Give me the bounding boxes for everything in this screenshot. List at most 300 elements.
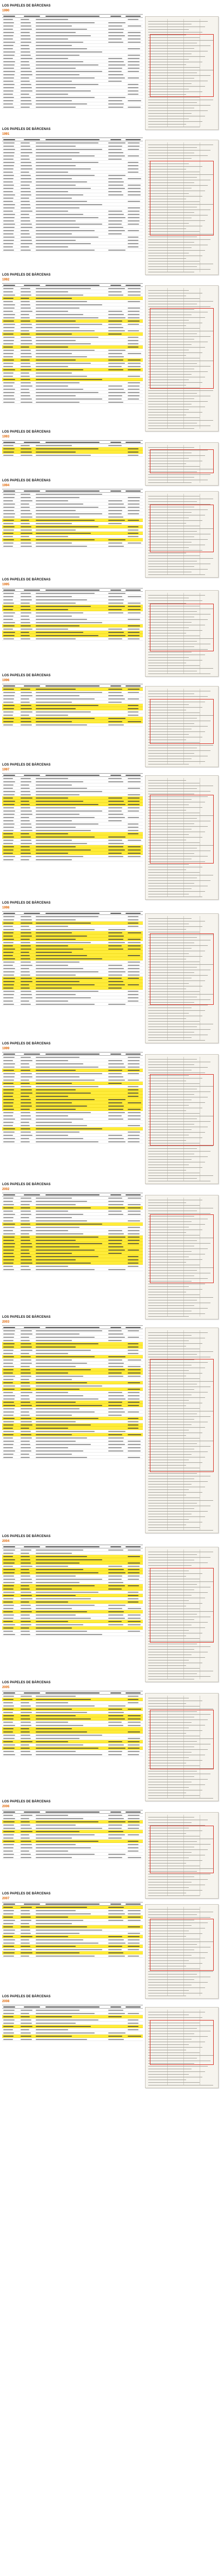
ledger-cell bbox=[108, 929, 126, 930]
section-title: LOS PAPELES DE BÁRCENAS bbox=[2, 128, 51, 131]
ledger-cell bbox=[36, 1067, 98, 1068]
scan-handwriting-line bbox=[148, 1202, 186, 1203]
ledger-cell bbox=[108, 175, 126, 176]
ledger-cell bbox=[21, 1834, 29, 1835]
ledger-cell bbox=[3, 1592, 15, 1593]
ledger-cell bbox=[36, 1083, 72, 1084]
ledger-cell bbox=[36, 246, 68, 247]
ledger-cell bbox=[3, 513, 15, 514]
ledger-cell bbox=[128, 1070, 140, 1071]
ledger-cell bbox=[128, 1060, 140, 1061]
ledger-cell bbox=[108, 1854, 126, 1855]
ledger-cell bbox=[36, 1454, 72, 1455]
section-title: LOS PAPELES DE BÁRCENAS bbox=[2, 4, 51, 8]
ledger-cell bbox=[3, 965, 13, 966]
ledger-cell bbox=[3, 1818, 15, 1819]
header-cell bbox=[24, 775, 40, 776]
ledger-cell bbox=[108, 1201, 124, 1202]
ledger-cell bbox=[21, 1246, 32, 1247]
ledger-cell bbox=[36, 1939, 83, 1940]
ledger-cell bbox=[108, 546, 124, 547]
ledger-cell bbox=[3, 207, 15, 208]
ledger-cell bbox=[21, 778, 31, 779]
section-year: 1997 bbox=[2, 768, 10, 772]
ledger-cell bbox=[108, 1624, 123, 1625]
ledger-cell bbox=[128, 840, 141, 841]
ledger-cell bbox=[108, 971, 126, 972]
ledger-cell bbox=[21, 1356, 31, 1357]
scanned-page-image bbox=[145, 1195, 219, 1319]
ledger-cell bbox=[128, 243, 139, 244]
ledger-cell bbox=[21, 1913, 30, 1914]
ledger-cell bbox=[108, 804, 126, 805]
ledger-cell bbox=[21, 1559, 30, 1560]
ledger-cell bbox=[36, 781, 83, 782]
ledger-cell bbox=[128, 1063, 140, 1064]
ledger-cell bbox=[128, 856, 141, 857]
ledger-cell bbox=[3, 220, 14, 221]
ledger-cell bbox=[3, 923, 14, 924]
ledger-cell bbox=[3, 1751, 14, 1752]
ledger-cell bbox=[36, 340, 76, 341]
ledger-cell bbox=[36, 718, 95, 719]
ledger-cell bbox=[128, 217, 140, 218]
ledger-cell bbox=[3, 1102, 14, 1103]
ledger-cell bbox=[128, 705, 139, 706]
ledger-cell bbox=[36, 526, 98, 527]
ledger-cell bbox=[3, 689, 14, 690]
ledger-cell bbox=[128, 945, 141, 946]
header-cell bbox=[110, 2006, 121, 2008]
ledger-cell bbox=[108, 398, 122, 400]
ledger-cell bbox=[128, 1741, 140, 1742]
ledger-cell bbox=[36, 1250, 95, 1251]
ledger-cell bbox=[108, 1333, 123, 1335]
ledger-cell bbox=[21, 1070, 30, 1071]
ledger-cell bbox=[3, 230, 14, 231]
ledger-cell bbox=[21, 823, 31, 825]
ledger-cell bbox=[128, 507, 140, 508]
ledger-cell bbox=[21, 1933, 31, 1934]
ledger-cell bbox=[36, 836, 95, 838]
ledger-cell bbox=[3, 149, 15, 150]
ledger-cell bbox=[128, 1818, 140, 1819]
section-title: LOS PAPELES DE BÁRCENAS bbox=[2, 1183, 51, 1186]
scan-handwriting-line bbox=[148, 1511, 208, 1512]
section-year: 2006 bbox=[2, 1805, 10, 1808]
ledger-table bbox=[2, 1810, 143, 1859]
ledger-cell bbox=[36, 168, 91, 169]
ledger-cell bbox=[21, 962, 31, 963]
ledger-cell bbox=[36, 1437, 87, 1439]
ledger-cell bbox=[21, 103, 32, 104]
ledger-cell bbox=[36, 794, 80, 795]
ledger-cell bbox=[128, 997, 139, 998]
ledger-cell bbox=[36, 327, 80, 328]
annotation-box bbox=[150, 1214, 214, 1283]
ledger-cell bbox=[128, 638, 140, 639]
ledger-cell bbox=[128, 32, 141, 33]
ledger-cell bbox=[3, 606, 14, 607]
ledger-cell bbox=[36, 1217, 72, 1218]
ledger-cell bbox=[3, 1330, 15, 1331]
ledger-cell bbox=[36, 843, 87, 844]
ledger-cell bbox=[128, 1227, 140, 1228]
ledger-cell bbox=[36, 1582, 80, 1583]
scan-handwriting-line bbox=[148, 1787, 189, 1788]
ledger-cell bbox=[128, 810, 139, 812]
ledger-cell bbox=[108, 64, 126, 66]
ledger-cell bbox=[36, 149, 102, 150]
scan-handwriting-line bbox=[148, 1990, 189, 1991]
ledger-cell bbox=[108, 1611, 124, 1612]
scan-handwriting-line bbox=[148, 298, 200, 299]
scanned-page-image bbox=[145, 1812, 219, 1899]
ledger-cell bbox=[21, 1585, 29, 1586]
ledger-cell bbox=[21, 350, 31, 351]
ledger-cell bbox=[36, 1605, 95, 1606]
ledger-cell bbox=[108, 1337, 125, 1338]
header-cell bbox=[3, 16, 15, 17]
ledger-cell bbox=[36, 337, 98, 338]
ledger-cell bbox=[21, 840, 31, 841]
ledger-cell bbox=[128, 1266, 139, 1267]
ledger-cell bbox=[21, 513, 32, 514]
ledger-cell bbox=[21, 546, 32, 547]
ledger-cell bbox=[21, 45, 29, 46]
ledger-cell bbox=[3, 942, 14, 943]
ledger-cell bbox=[128, 1751, 140, 1752]
scan-handwriting-line bbox=[148, 558, 213, 559]
ledger-cell bbox=[128, 55, 140, 56]
ledger-cell bbox=[36, 1402, 76, 1403]
ledger-cell bbox=[108, 702, 122, 703]
ledger-cell bbox=[128, 1926, 140, 1927]
scan-handwriting-line bbox=[148, 147, 197, 148]
ledger-cell bbox=[108, 629, 122, 630]
ledger-cell bbox=[36, 1627, 72, 1629]
ledger-cell bbox=[21, 42, 31, 43]
ledger-cell bbox=[128, 962, 140, 963]
ledger-cell bbox=[108, 949, 123, 950]
ledger-cell bbox=[108, 1857, 122, 1858]
ledger-cell bbox=[108, 42, 123, 43]
ledger-cell bbox=[36, 1086, 98, 1087]
ledger-cell bbox=[36, 1741, 68, 1742]
ledger-cell bbox=[3, 1712, 13, 1713]
ledger-cell bbox=[36, 1857, 72, 1858]
ledger-cell bbox=[21, 516, 32, 518]
ledger-cell bbox=[36, 968, 83, 969]
ledger-cell bbox=[36, 1722, 68, 1723]
ledger-cell bbox=[36, 919, 76, 920]
ledger-cell bbox=[36, 227, 80, 228]
ledger-cell bbox=[3, 1089, 14, 1090]
ledger-cell bbox=[3, 1395, 15, 1396]
ledger-cell bbox=[3, 327, 15, 328]
ledger-cell bbox=[3, 1217, 14, 1218]
ledger-cell bbox=[108, 1076, 123, 1077]
ledger-cell bbox=[128, 230, 139, 231]
scan-handwriting-line bbox=[148, 791, 210, 792]
ledger-cell bbox=[3, 1353, 13, 1354]
ledger-cell bbox=[21, 149, 32, 150]
ledger-cell bbox=[36, 942, 91, 943]
ledger-cell bbox=[21, 507, 30, 508]
ledger-cell bbox=[3, 1141, 15, 1142]
ledger-cell bbox=[21, 788, 30, 789]
ledger-cell bbox=[128, 165, 139, 166]
ledger-cell bbox=[3, 830, 14, 831]
ledger-cell bbox=[108, 1614, 123, 1616]
scan-handwriting-line bbox=[148, 1148, 197, 1149]
ledger-cell bbox=[128, 1089, 139, 1090]
ledger-cell bbox=[128, 155, 139, 156]
ledger-cell bbox=[21, 1389, 31, 1390]
scan-handwriting-line bbox=[148, 1037, 192, 1038]
ledger-cell bbox=[36, 1744, 83, 1745]
ledger-cell bbox=[3, 1834, 14, 1835]
ledger-cell bbox=[36, 1398, 98, 1400]
ledger-cell bbox=[21, 715, 29, 716]
ledger-cell bbox=[36, 1699, 91, 1700]
ledger-cell bbox=[128, 1080, 139, 1081]
header-cell bbox=[110, 139, 121, 140]
ledger-cell bbox=[21, 337, 31, 338]
ledger-cell bbox=[108, 520, 125, 521]
ledger-cell bbox=[21, 1634, 30, 1635]
section-year: 1996 bbox=[2, 679, 10, 682]
scan-handwriting-line bbox=[148, 113, 192, 114]
ledger-cell bbox=[3, 1122, 14, 1123]
ledger-cell bbox=[3, 81, 14, 82]
ledger-cell bbox=[3, 1080, 14, 1081]
annotation-box bbox=[150, 1074, 214, 1146]
scan-handwriting-line bbox=[148, 1156, 208, 1157]
ledger-cell bbox=[21, 1575, 30, 1577]
ledger-cell bbox=[3, 1718, 14, 1719]
ledger-cell bbox=[21, 1952, 32, 1953]
ledger-cell bbox=[3, 155, 14, 156]
ledger-cell bbox=[36, 1608, 72, 1609]
ledger-cell bbox=[108, 35, 125, 36]
ledger-cell bbox=[36, 159, 72, 160]
ledger-cell bbox=[3, 363, 14, 364]
header-cell bbox=[3, 285, 15, 286]
ledger-cell bbox=[36, 1382, 87, 1383]
ledger-cell bbox=[21, 1956, 29, 1957]
scanned-page-image bbox=[145, 1904, 219, 1999]
ledger-cell bbox=[21, 1214, 31, 1215]
ledger-cell bbox=[36, 1330, 102, 1331]
ledger-cell bbox=[21, 929, 31, 930]
ledger-cell bbox=[3, 932, 14, 933]
ledger-cell bbox=[3, 1243, 15, 1244]
header-cell bbox=[45, 16, 100, 17]
ledger-cell bbox=[36, 68, 76, 69]
ledger-cell bbox=[3, 1230, 13, 1231]
ledger-cell bbox=[36, 945, 68, 946]
ledger-cell bbox=[108, 1138, 124, 1139]
header-cell bbox=[3, 913, 15, 914]
ledger-cell bbox=[108, 1718, 125, 1719]
ledger-cell bbox=[108, 1618, 125, 1619]
ledger-cell bbox=[36, 1106, 87, 1107]
ledger-cell bbox=[21, 1093, 32, 1094]
ledger-cell bbox=[36, 1201, 87, 1202]
ledger-cell bbox=[128, 1237, 140, 1238]
ledger-cell bbox=[21, 1939, 29, 1940]
header-cell bbox=[3, 1812, 15, 1813]
ledger-cell bbox=[36, 1595, 76, 1596]
ledger-cell bbox=[3, 612, 15, 613]
ledger-cell bbox=[3, 334, 14, 335]
ledger-cell bbox=[3, 295, 15, 296]
scan-handwriting-line bbox=[148, 1879, 208, 1880]
ledger-cell bbox=[108, 68, 122, 69]
scan-handwriting-line bbox=[148, 1562, 208, 1563]
ledger-cell bbox=[36, 29, 87, 30]
ledger-cell bbox=[36, 1549, 83, 1551]
ledger-cell bbox=[108, 1070, 122, 1071]
scanned-page-image bbox=[145, 1693, 219, 1801]
ledger-cell bbox=[128, 90, 139, 91]
ledger-row bbox=[2, 1003, 143, 1006]
ledger-cell bbox=[3, 698, 14, 699]
ledger-cell bbox=[128, 500, 140, 501]
ledger-cell bbox=[128, 1395, 140, 1396]
ledger-cell bbox=[21, 1907, 32, 1908]
ledger-table bbox=[2, 440, 143, 457]
ledger-cell bbox=[21, 1608, 31, 1609]
ledger-cell bbox=[108, 402, 123, 403]
ledger-cell bbox=[36, 1263, 91, 1264]
ledger-cell bbox=[108, 1447, 122, 1448]
ledger-cell bbox=[21, 510, 30, 511]
ledger-cell bbox=[3, 19, 13, 20]
ledger-cell bbox=[3, 1553, 14, 1554]
header-cell bbox=[45, 1904, 100, 1905]
ledger-cell bbox=[108, 1004, 126, 1005]
ledger-cell bbox=[21, 1454, 29, 1455]
ledger-cell bbox=[21, 952, 29, 953]
ledger-cell bbox=[108, 395, 122, 396]
ledger-cell bbox=[3, 1614, 14, 1616]
scanned-page-image bbox=[145, 285, 219, 431]
ledger-cell bbox=[36, 840, 72, 841]
ledger-cell bbox=[128, 1125, 140, 1126]
ledger-cell bbox=[108, 638, 122, 639]
ledger-cell bbox=[3, 146, 14, 147]
scan-handwriting-line bbox=[148, 1473, 197, 1474]
ledger-cell bbox=[128, 324, 139, 325]
ledger-cell bbox=[3, 191, 13, 192]
ledger-cell bbox=[3, 1227, 15, 1228]
section-year: 1999 bbox=[2, 1047, 10, 1050]
ledger-cell bbox=[128, 359, 141, 361]
ledger-cell bbox=[108, 77, 125, 79]
ledger-cell bbox=[36, 523, 72, 524]
ledger-cell bbox=[21, 246, 29, 247]
header-cell bbox=[110, 1327, 121, 1328]
ledger-cell bbox=[36, 330, 95, 331]
ledger-cell bbox=[3, 77, 14, 79]
ledger-cell bbox=[128, 207, 140, 208]
ledger-cell bbox=[108, 1073, 122, 1074]
header-cell bbox=[110, 685, 121, 687]
ledger-cell bbox=[3, 1057, 15, 1058]
scan-handwriting-line bbox=[148, 1519, 189, 1520]
ledger-cell bbox=[3, 599, 13, 600]
ledger-cell bbox=[21, 250, 31, 251]
header-cell bbox=[110, 442, 121, 443]
ledger-cell bbox=[21, 849, 30, 851]
ledger-cell bbox=[3, 1857, 14, 1858]
ledger-cell bbox=[36, 689, 76, 690]
ledger-cell bbox=[21, 1715, 30, 1716]
ledger-cell bbox=[21, 988, 30, 989]
ledger-cell bbox=[36, 142, 98, 143]
ledger-cell bbox=[36, 1930, 102, 1931]
ledger-cell bbox=[36, 1705, 95, 1707]
ledger-cell bbox=[36, 366, 68, 367]
scan-handwriting-line bbox=[148, 269, 210, 270]
ledger-cell bbox=[128, 1418, 139, 1419]
ledger-cell bbox=[21, 304, 30, 305]
ledger-cell bbox=[3, 702, 14, 703]
header-cell bbox=[45, 285, 100, 286]
header-cell bbox=[110, 491, 121, 492]
ledger-cell bbox=[21, 334, 30, 335]
ledger-cell bbox=[108, 846, 123, 847]
section-title: LOS PAPELES DE BÁRCENAS bbox=[2, 674, 51, 677]
ledger-table bbox=[2, 1691, 143, 1756]
ledger-cell bbox=[128, 1834, 139, 1835]
ledger-cell bbox=[36, 1132, 80, 1133]
ledger-cell bbox=[21, 445, 30, 446]
ledger-cell bbox=[128, 1337, 139, 1338]
ledger-cell bbox=[128, 1067, 140, 1068]
ledger-cell bbox=[21, 695, 32, 696]
scanned-page-image bbox=[145, 590, 219, 677]
scan-handwriting-line bbox=[148, 1565, 192, 1566]
ledger-cell bbox=[21, 942, 30, 943]
ledger-cell bbox=[108, 1754, 122, 1755]
ledger-cell bbox=[36, 1112, 91, 1113]
ledger-cell bbox=[3, 1076, 15, 1077]
ledger-cell bbox=[36, 1346, 76, 1348]
ledger-cell bbox=[108, 1705, 126, 1707]
scan-handwriting-line bbox=[148, 398, 194, 399]
ledger-cell bbox=[36, 1392, 68, 1393]
section-year: 1998 bbox=[2, 906, 10, 910]
ledger-cell bbox=[21, 87, 32, 88]
ledger-cell bbox=[21, 1434, 31, 1435]
ledger-cell bbox=[21, 1818, 29, 1819]
ledger-cell bbox=[3, 1083, 14, 1084]
ledger-cell bbox=[3, 1926, 13, 1927]
ledger-cell bbox=[3, 991, 15, 992]
ledger-cell bbox=[36, 962, 80, 963]
ledger-cell bbox=[108, 445, 122, 446]
ledger-cell bbox=[3, 159, 14, 160]
ledger-cell bbox=[3, 1421, 14, 1422]
ledger-cell bbox=[21, 298, 29, 299]
ledger-cell bbox=[21, 968, 29, 969]
ledger-cell bbox=[3, 185, 14, 186]
ledger-cell bbox=[21, 1712, 32, 1713]
ledger-cell bbox=[3, 1224, 15, 1225]
